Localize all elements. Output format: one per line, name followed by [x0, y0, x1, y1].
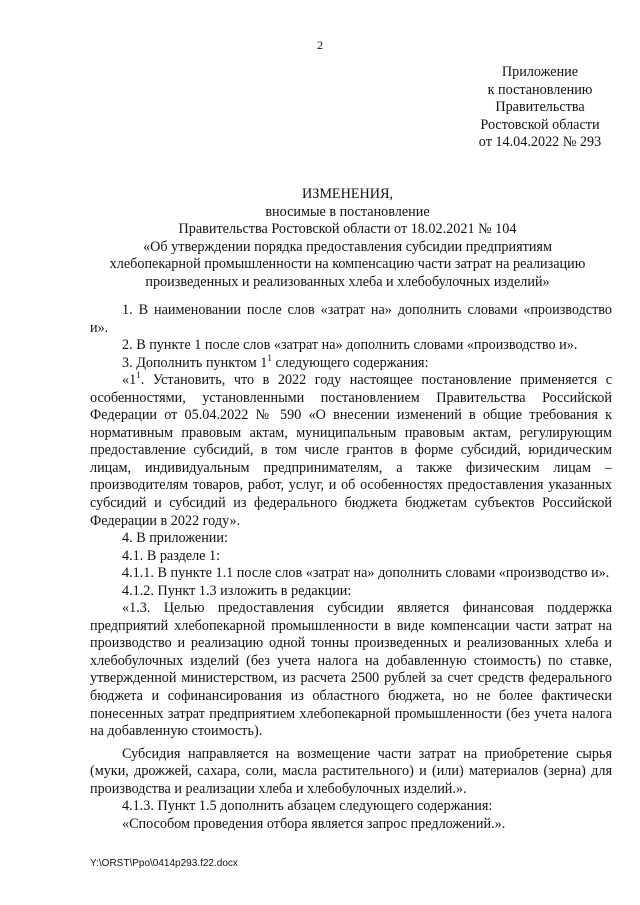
appendix-block [448, 64, 632, 152]
appendix-line: Приложение [501, 64, 579, 80]
paragraph-3-text-tail: следующего содержания: [271, 354, 429, 371]
appendix-line: Правительства [495, 99, 585, 116]
appendix-line: Ростовской области [480, 116, 600, 133]
heading-line: вносимые в постановление [265, 203, 430, 220]
heading-line: произведенных и реализованных хлеба и хлебобулочных изделий» [145, 273, 550, 290]
paragraph-3 [90, 352, 612, 373]
heading-title: ИЗМЕНЕНИЯ, [301, 186, 394, 202]
paragraph-2: 2. В пункте 1 после слов «затрат на» дополнить словами «производство и». [122, 337, 578, 354]
paragraph-5: 4. В приложении: [122, 530, 228, 547]
superscript: 1 [136, 370, 141, 381]
paragraph-1: 1. В наименовании после слов «затрат на» дополнить словами «производство и». [90, 302, 612, 336]
paragraph-7: 4.1.1. В пункте 1.1 после слов «затрат на» дополнить словами «производство и». [122, 565, 610, 582]
heading-line: «Об утверждении порядка предоставления субсидии предприятиям [143, 238, 552, 255]
paragraph-12: «Способом проведения отбора является запрос предложений.». [122, 815, 506, 832]
superscript: 1 [267, 352, 272, 363]
paragraph-6: 4.1. В разделе 1: [122, 547, 221, 564]
paragraph-11: 4.1.3. Пункт 1.5 дополнить абзацем следующего содержания: [122, 798, 493, 815]
heading-line: хлебопекарной промышленности на компенсацию части затрат на реализацию [109, 256, 586, 272]
heading-line: Правительства Ростовской области от 18.02.2021 № 104 [178, 221, 517, 237]
paragraph-9: «1.3. Целью предоставления субсидии является финансовая поддержка предприятий хлебопекарной промышленности в виде компенсации части затрат на производство и реализацию одной тонны произведенных и реализованных хлеба и хлебобулочных изделий (без учета налога на добавленную стоимость) по ставке, утвержденной министерством, из расчета 2500 рублей за счет средств федерального бюджета и софинансирования из областного бюджета, но не более фактически понесенных затрат предприятием хлебопекарной промышленности (без учета налога на добавленную стоимость). [90, 600, 612, 740]
document-heading [80, 186, 615, 291]
document-body [90, 302, 612, 833]
appendix-line: к постановлению [487, 81, 593, 98]
file-path-footer: Y:\ORST\Ppo\0414p293.f22.docx [90, 858, 238, 869]
appendix-line: от 14.04.2022 № 293 [478, 134, 602, 151]
paragraph-4-text: «1 [122, 372, 137, 389]
paragraph-8: 4.1.2. Пункт 1.3 изложить в редакции: [122, 582, 352, 599]
paragraph-4-text-tail: . Установить, что в 2022 году настоящее постановление применяется с особенностями, установленными постановлением Правительства Российской Федерации от 05.04.2022 № 590 «О внесении изменений в общие требования к нормативным правовым актам, муниципальным правовым актам, регулирующим предоставление субсидий, в том числе грантов в форме субсидий, юридическим лицам, индивидуальным предпринимателям, а также физическим лицам – производителям товаров, работ, услуг, и об особенностях предоставления указанных субсидий и субсидий из федерального бюджета бюджетам субъектов Российской Федерации в 2022 году». [90, 372, 612, 529]
paragraph-10: Субсидия направляется на возмещение части затрат на приобретение сырья (муки, дрожжей, сахара, соли, масла растительного) и (или) материалов (зерна) для производства и реализации хлеба и хлебобулочных изделий.». [90, 745, 612, 797]
paragraph-3-text: 3. Дополнить пунктом 1 [122, 354, 268, 371]
paragraph-4 [90, 372, 612, 530]
page-number: 2 [317, 38, 323, 52]
